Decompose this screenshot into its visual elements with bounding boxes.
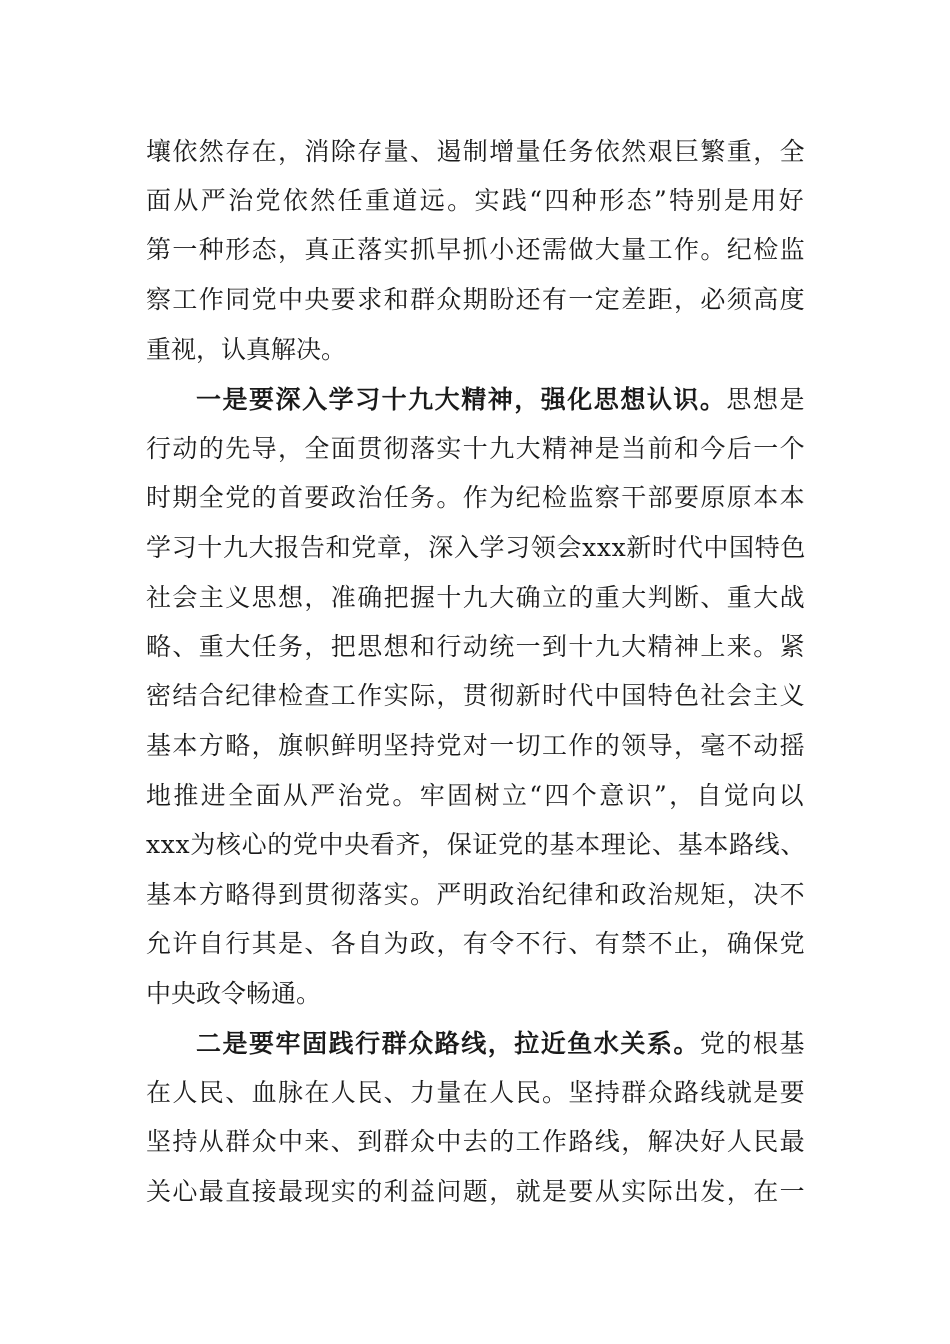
line-text: 重视，认真解决。 xyxy=(146,335,347,364)
line-text: 中央政令畅通。 xyxy=(146,979,322,1008)
section-heading: 二是要牢固践行群众路线，拉近鱼水关系。 xyxy=(196,1029,700,1058)
line-text: 党的根基 xyxy=(699,1029,806,1058)
paragraph-line xyxy=(146,1122,806,1162)
paragraph-line xyxy=(146,230,806,270)
line-text: 面从严治党依然任重道远。实践“四种形态”特别是用好 xyxy=(146,186,806,215)
line-text: 基本方略得到贯彻落实。严明政治纪律和政治规矩，决不 xyxy=(146,880,806,909)
line-text: 略、重大任务，把思想和行动统一到十九大精神上来。紧 xyxy=(146,632,806,661)
paragraph-line xyxy=(146,429,806,469)
line-text: 坚持从群众中来、到群众中去的工作路线，解决好人民最 xyxy=(146,1127,806,1156)
paragraph-line xyxy=(146,875,806,915)
paragraph-line xyxy=(146,1073,806,1113)
line-text: 社会主义思想，准确把握十九大确立的重大判断、重大战 xyxy=(146,583,806,612)
paragraph-line xyxy=(146,676,806,716)
paragraph-line xyxy=(146,627,806,667)
paragraph-line xyxy=(146,181,806,221)
line-text: 第一种形态，真正落实抓早抓小还需做大量工作。纪检监 xyxy=(146,235,806,264)
paragraph-line xyxy=(146,478,806,518)
line-text: 在人民、血脉在人民、力量在人民。坚持群众路线就是要 xyxy=(146,1078,806,1107)
line-text: 密结合纪律检查工作实际，贯彻新时代中国特色社会主义 xyxy=(146,681,806,710)
paragraph-line xyxy=(146,132,806,172)
paragraph-line xyxy=(146,726,806,766)
line-text: 思想是 xyxy=(726,385,806,414)
line-text: 基本方略，旗帜鲜明坚持党对一切工作的领导，毫不动摇 xyxy=(146,731,806,760)
paragraph-line xyxy=(146,825,806,865)
paragraph-line xyxy=(146,776,806,816)
line-text: 允许自行其是、各自为政，有令不行、有禁不止，确保党 xyxy=(146,929,806,958)
paragraph-line xyxy=(146,330,806,370)
paragraph-line xyxy=(146,528,806,568)
paragraph-line xyxy=(146,924,806,964)
paragraph-line xyxy=(146,578,806,618)
line-text: xxx为核心的党中央看齐，保证党的基本理论、基本路线、 xyxy=(146,830,806,859)
paragraph-line xyxy=(146,1172,806,1212)
paragraph-line xyxy=(146,974,806,1014)
paragraph-line xyxy=(146,280,806,320)
line-text: 时期全党的首要政治任务。作为纪检监察干部要原原本本 xyxy=(146,483,806,512)
paragraph-line xyxy=(196,380,806,420)
line-text: 关心最直接最现实的利益问题，就是要从实际出发，在一 xyxy=(146,1177,806,1206)
line-text: 地推进全面从严治党。牢固树立“四个意识”，自觉向以 xyxy=(146,781,806,810)
line-text: 壤依然存在，消除存量、遏制增量任务依然艰巨繁重，全 xyxy=(146,137,806,166)
line-text: 行动的先导，全面贯彻落实十九大精神是当前和今后一个 xyxy=(146,434,806,463)
line-text: 学习十九大报告和党章，深入学习领会xxx新时代中国特色 xyxy=(146,533,806,562)
paragraph-line xyxy=(196,1024,806,1064)
line-text: 察工作同党中央要求和群众期盼还有一定差距，必须高度 xyxy=(146,285,806,314)
section-heading: 一是要深入学习十九大精神，强化思想认识。 xyxy=(196,385,727,414)
